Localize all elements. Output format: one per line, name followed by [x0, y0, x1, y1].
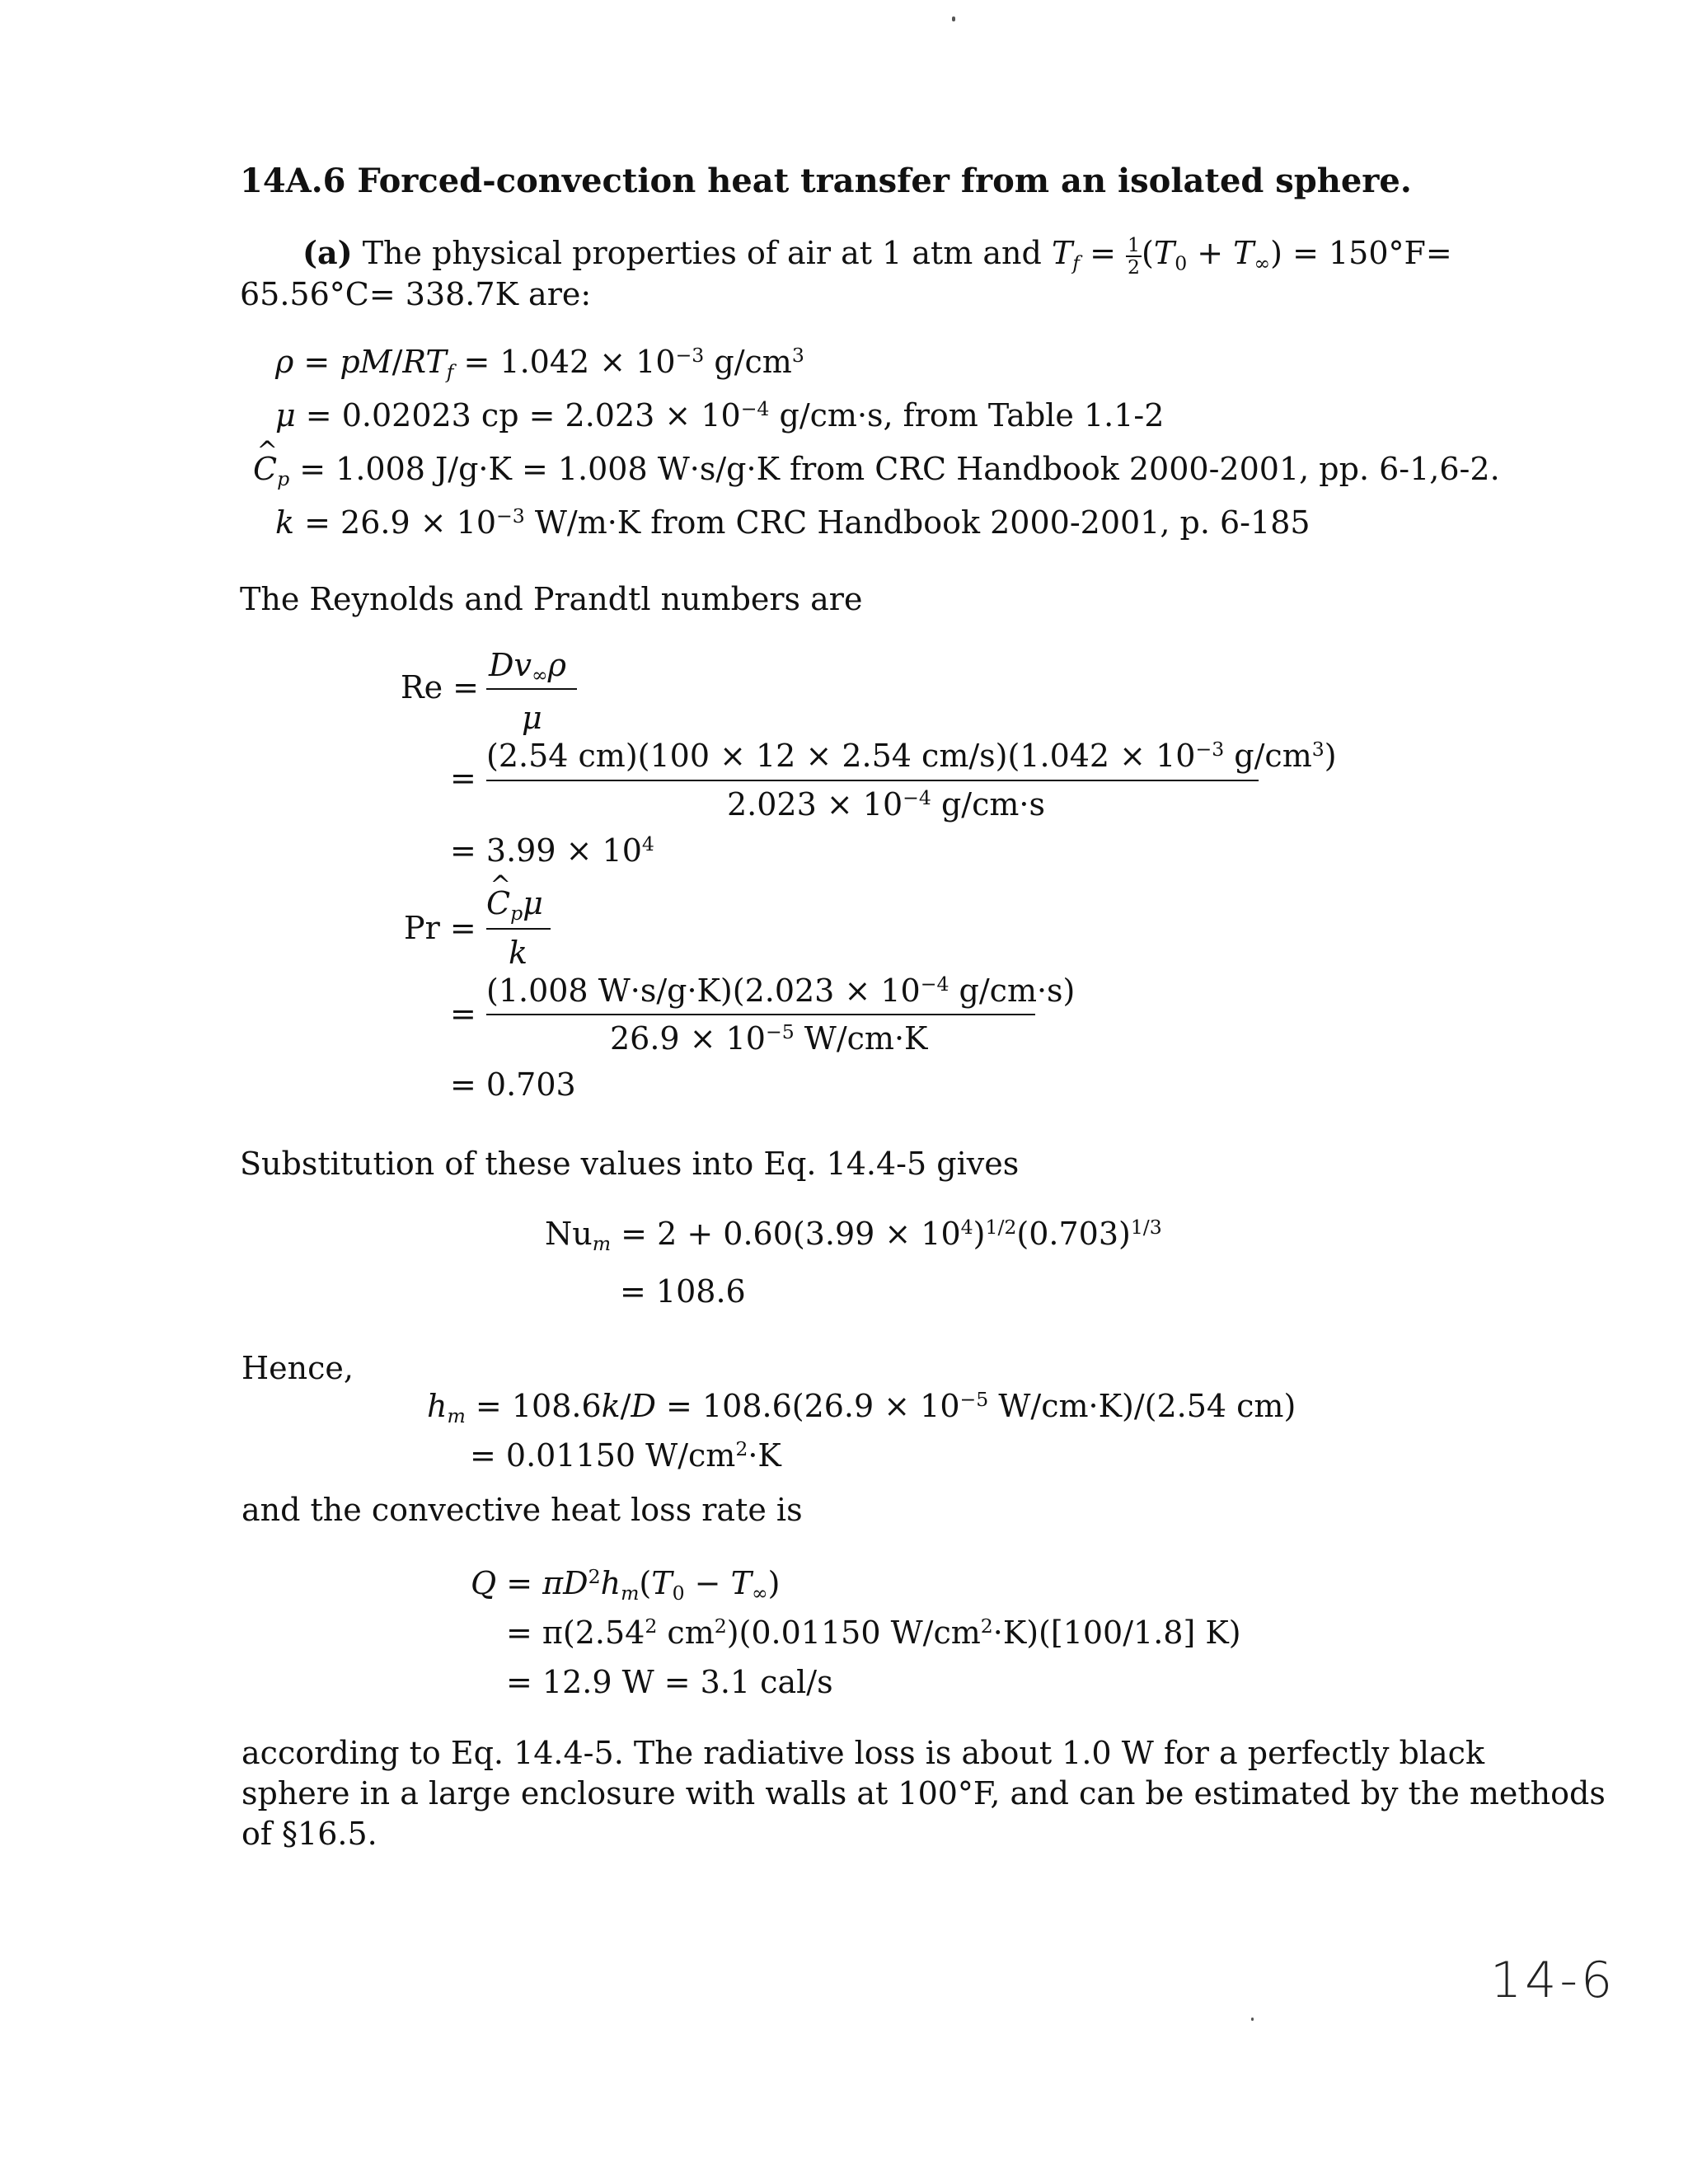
hm-result: = 0.01150 $W/cm^2\cdot K$	[470, 1437, 781, 1474]
re-symbolic-denominator: μ	[522, 700, 542, 736]
pr-lhs: Pr =	[404, 910, 476, 946]
re-numeric-bar	[486, 780, 1259, 781]
scan-speck	[952, 16, 955, 21]
pr-symbolic-bar	[486, 928, 551, 930]
nusselt-equation: $Nu_m = 2 + 0.60(3.99 \times 10^4)^{1/2}(0.703)^{1/3}$	[545, 1216, 1162, 1256]
part-a-line1: (a) The physical properties of air at 1 atm and $T_f$ = $\frac{1}{2}$ $(T_0 + T_\infty) = 150^\circ F=$	[302, 233, 1452, 279]
re-lhs: Re =	[401, 669, 480, 705]
q-equation-line2: = $\pi(2.54^2$ $cm^2)(0.01150$ $W/cm^2\cdot K)([100/1.8]$ K)	[506, 1615, 1241, 1651]
pr-numeric-bar	[486, 1014, 1035, 1015]
nusselt-result: = 108.6	[620, 1273, 746, 1310]
q-equation-line3: = 12.9 W = 3.1 cal/s	[506, 1664, 833, 1700]
closing-line-1: according to Eq. 14.4-5. The radiative loss is about 1.0 W for a perfectly black	[241, 1735, 1484, 1771]
prop-conductivity: $k = 26.9 \times 10^{-3}$ W/m·K from CRC Handbook 2000-2001, p. 6-185	[275, 504, 1311, 541]
hence-label: Hence,	[241, 1350, 354, 1386]
closing-line-3: of §16.5.	[241, 1816, 377, 1852]
hm-equation: $h_m = 108.6k/D = 108.6(26.9 \times 10^{-5}$ W/cm·K)/(2.54 cm)	[427, 1388, 1296, 1428]
prop-viscosity: μ = 0.02023 cp = $2.023 \times 10^{-4}$ g/cm·s, from Table 1.1-2	[275, 397, 1165, 434]
re-result: = $3.99 \times 10^4$	[450, 832, 654, 869]
re-equals-2: =	[450, 760, 476, 796]
heat-loss-intro: and the convective heat loss rate is	[241, 1492, 803, 1528]
section-heading: 14A.6 Forced-convection heat transfer from an isolated sphere.	[240, 162, 1412, 200]
pr-symbolic-denominator: k	[509, 935, 528, 971]
substitution-intro: Substitution of these values into Eq. 14.4-5 gives	[240, 1146, 1020, 1182]
part-a-line2: 65.56°C= 338.7K are:	[240, 276, 592, 312]
prop-heat-capacity: ^ $C_p = 1.008$ J/g·K = 1.008 W·s/g·K from CRC Handbook 2000-2001, pp. 6-1,6-2.	[253, 453, 1500, 485]
q-equation-line1: $Q = \pi D^2h_m(T_0 - T_\infty)$	[471, 1565, 781, 1605]
page-number: 14-6	[1490, 1952, 1616, 2009]
pr-numeric-numerator: (1.008 $W\cdot s/g\cdot K)(2.023 \times 10^{-4}$ g/cm·s)	[486, 972, 1076, 1009]
pr-symbolic-numerator: ^ $C_p\mu$	[486, 888, 543, 919]
part-a-text1: The physical properties of air at 1 atm and	[362, 235, 1042, 272]
re-symbolic-bar	[486, 688, 577, 690]
scan-speck	[1251, 2018, 1254, 2021]
re-numeric-denominator: $2.023 \times 10^{-4}$ g/cm·s	[727, 786, 1045, 823]
closing-line-2: sphere in a large enclosure with walls at 100°F, and can be estimated by the methods	[241, 1775, 1606, 1811]
part-a-text2: = 150°F=	[1292, 235, 1452, 272]
prop-density: $\rho = pM/RT_f = 1.042 \times 10^{-3}$ $g/cm^3$	[275, 344, 804, 384]
re-pr-intro: The Reynolds and Prandtl numbers are	[240, 581, 863, 617]
pr-result: = 0.703	[450, 1066, 576, 1103]
part-a-label: (a)	[302, 234, 353, 272]
re-symbolic-numerator: $Dv_\infty\rho$	[489, 647, 566, 687]
pr-equals-2: =	[450, 996, 476, 1032]
re-numeric-numerator: (2.54 cm)(100 × 12 × 2.54 $cm/s)(1.042 \times 10^{-3}$ $g/cm^3$)	[486, 738, 1337, 774]
pr-numeric-denominator: $26.9 \times 10^{-5}$ W/cm·K	[610, 1020, 928, 1057]
